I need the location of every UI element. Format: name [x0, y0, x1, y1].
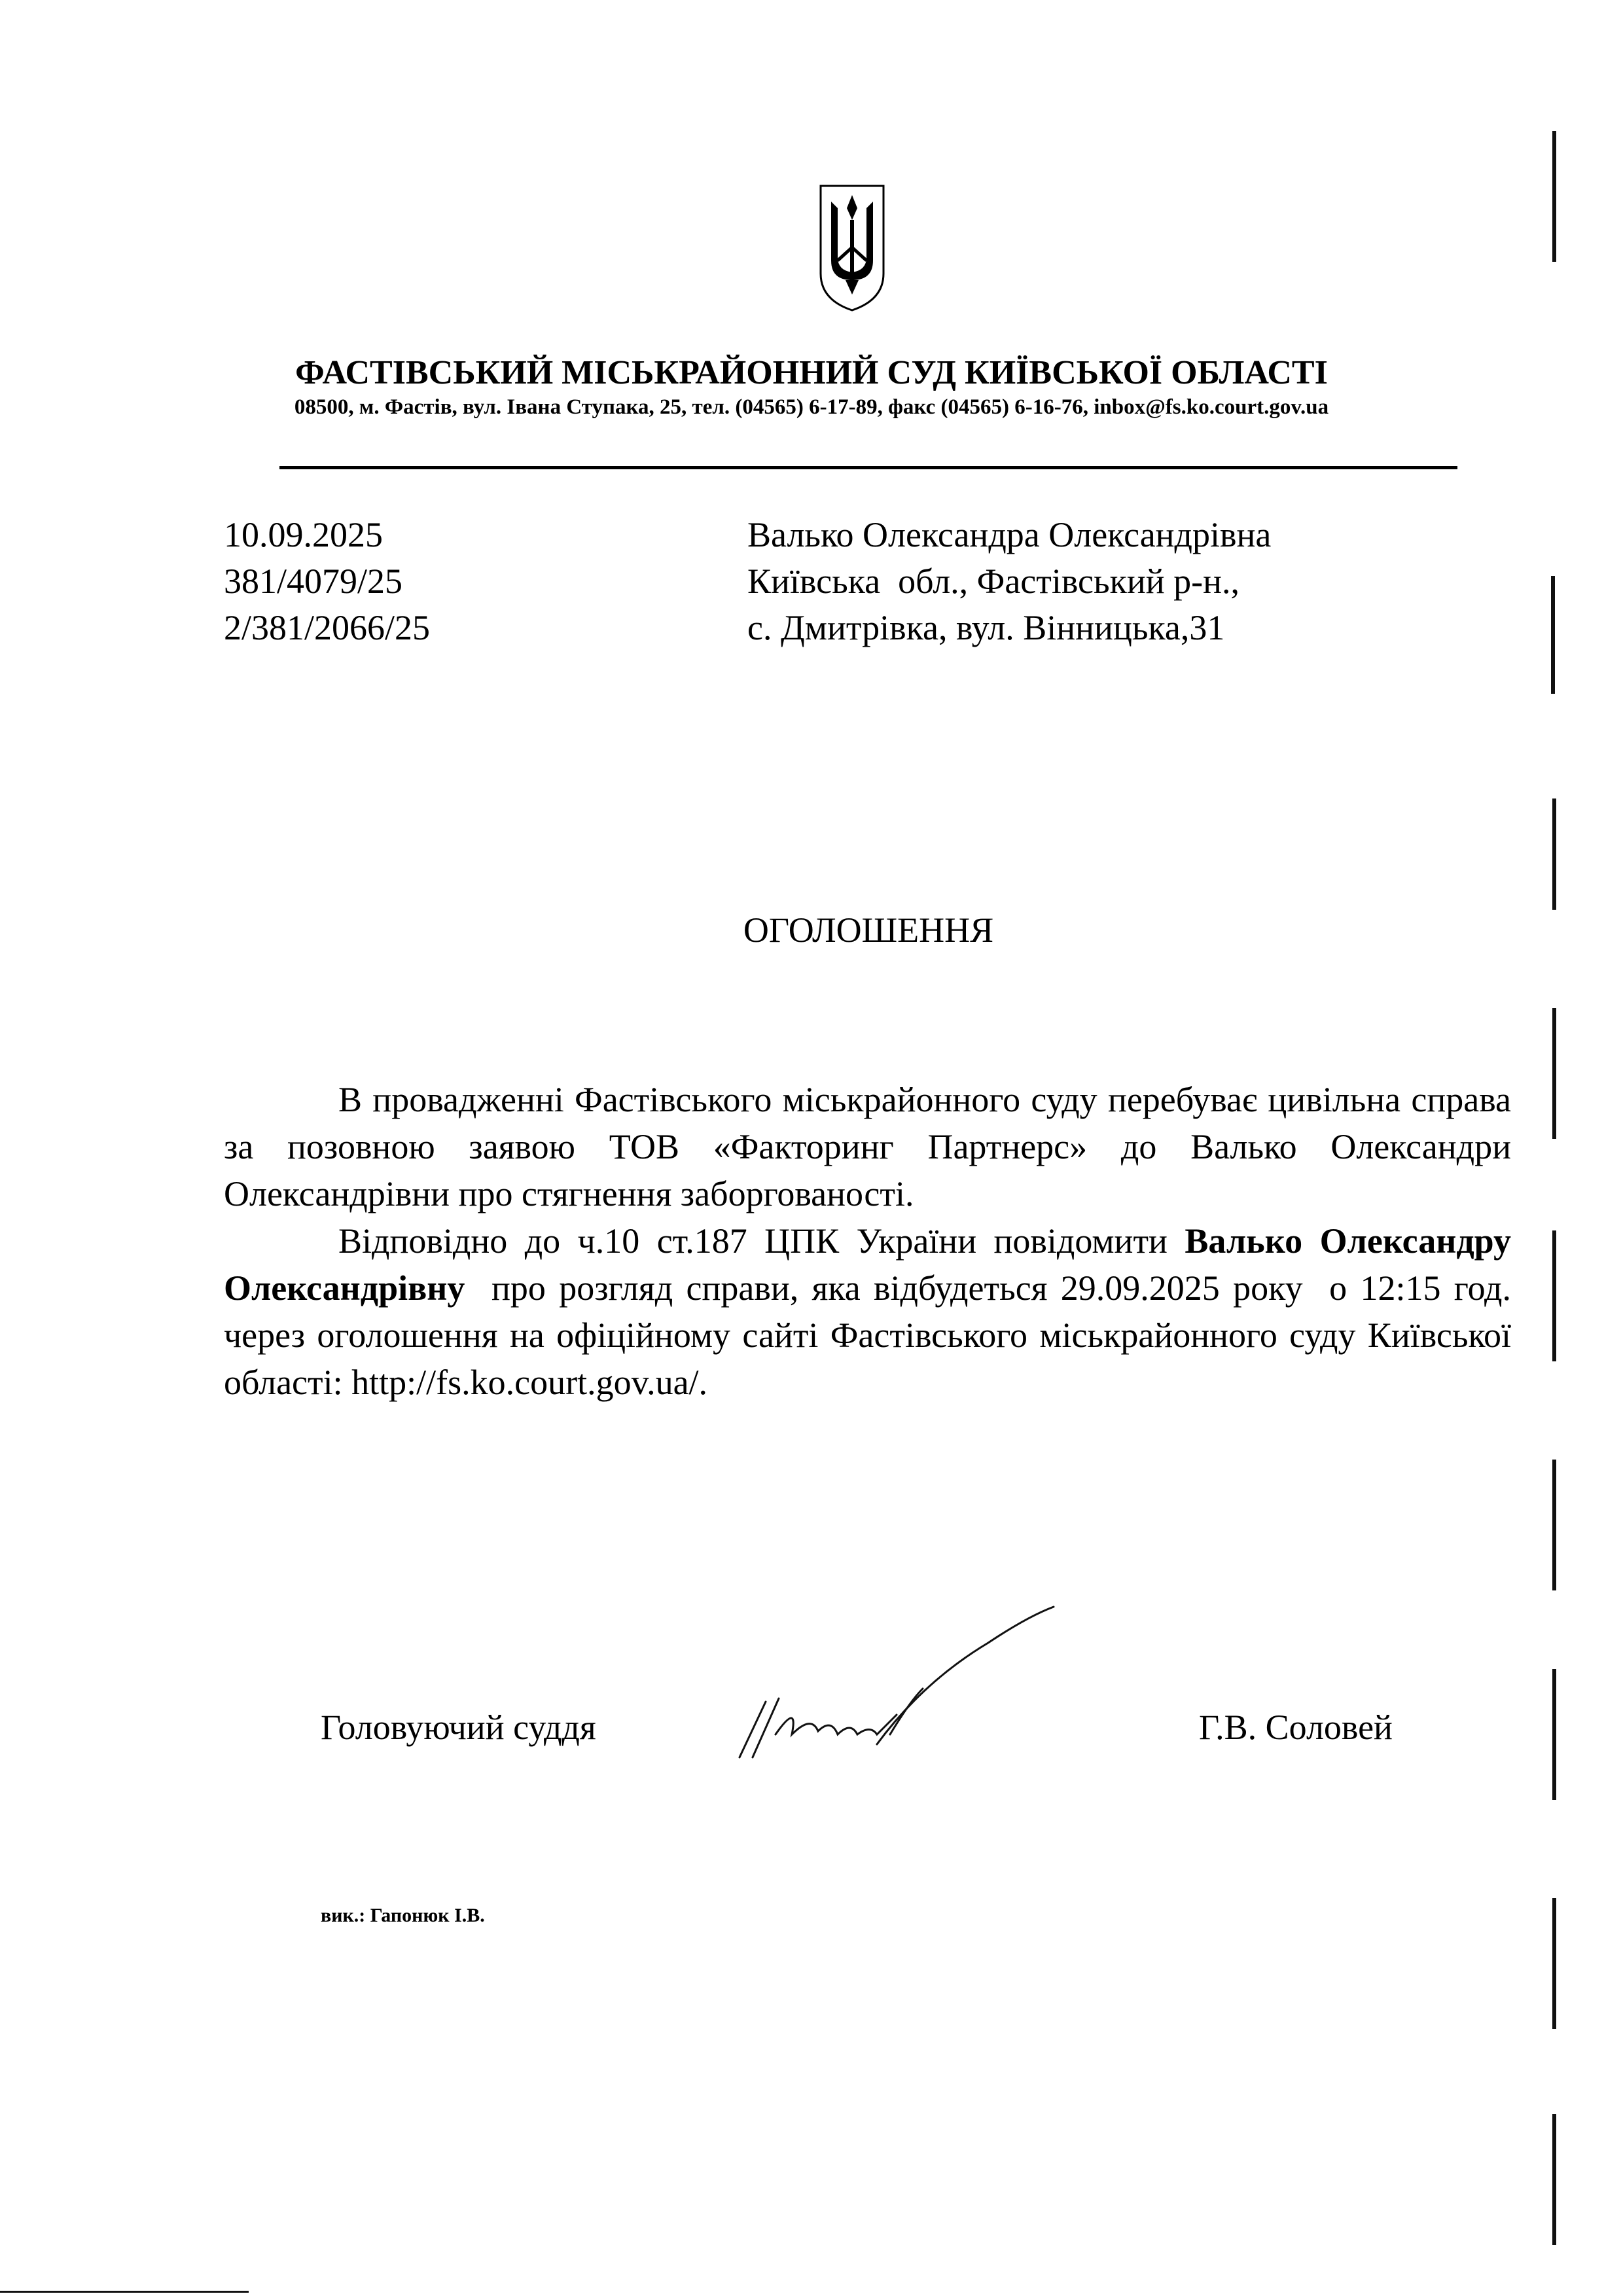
signer-role: Головуючий суддя — [321, 1708, 596, 1747]
case-number: 2/381/2066/25 — [224, 608, 431, 647]
paragraph-2-start: Відповідно до ч.10 ст.187 ЦПК України повідомити — [338, 1221, 1185, 1261]
executor-note: вик.: Гапонюк І.В. — [321, 1905, 485, 1926]
recipient-name: Валько Олександра Олександрівна — [747, 515, 1272, 554]
handwritten-signature — [726, 1604, 1080, 1767]
header-divider — [279, 466, 1457, 469]
paragraph-1: В провадженні Фастівського міськрайонного суду перебуває цивільна справа за позовною заявою ТОВ «Факторинг Партнерс» до Валько Олександри Олександрівни про стягнення заборгованості. — [224, 1080, 1511, 1213]
recipient-block — [747, 512, 1271, 651]
recipient-region: Київська обл., Фастівський р-н., — [747, 562, 1240, 601]
trident-emblem-icon — [817, 182, 887, 313]
registration-number: 381/4079/25 — [224, 562, 403, 601]
signer-name: Г.В. Соловей — [1199, 1708, 1393, 1747]
paragraph-2 — [224, 1217, 1520, 1406]
document-heading: ОГОЛОШЕННЯ — [743, 910, 994, 950]
paragraph-2-end: про розгляд справи, яка відбудеться 29.09.2025 року о 12:15 год. через оголошення на офіційному сайті Фастівського міськрайонного суду Київської області: http://fs.ko.court.gov.ua/. — [224, 1268, 1520, 1402]
defendant-name: Валько Олександру Олександрівну — [224, 1221, 1511, 1308]
court-address: 08500, м. Фастів, вул. Івана Ступака, 25, тел. (04565) 6-17-89, факс (04565) 6-16-76, inbox@fs.ko.court.gov.ua — [294, 395, 1329, 419]
court-name: ФАСТІВСЬКИЙ МІСЬКРАЙОННИЙ СУД КИЇВСЬКОЇ ОБЛАСТІ — [295, 354, 1328, 391]
recipient-street: с. Дмитрівка, вул. Вінницька,31 — [747, 608, 1225, 647]
document-date: 10.09.2025 — [224, 515, 383, 554]
document-meta — [224, 512, 430, 651]
announcement-body — [224, 1076, 1520, 1406]
